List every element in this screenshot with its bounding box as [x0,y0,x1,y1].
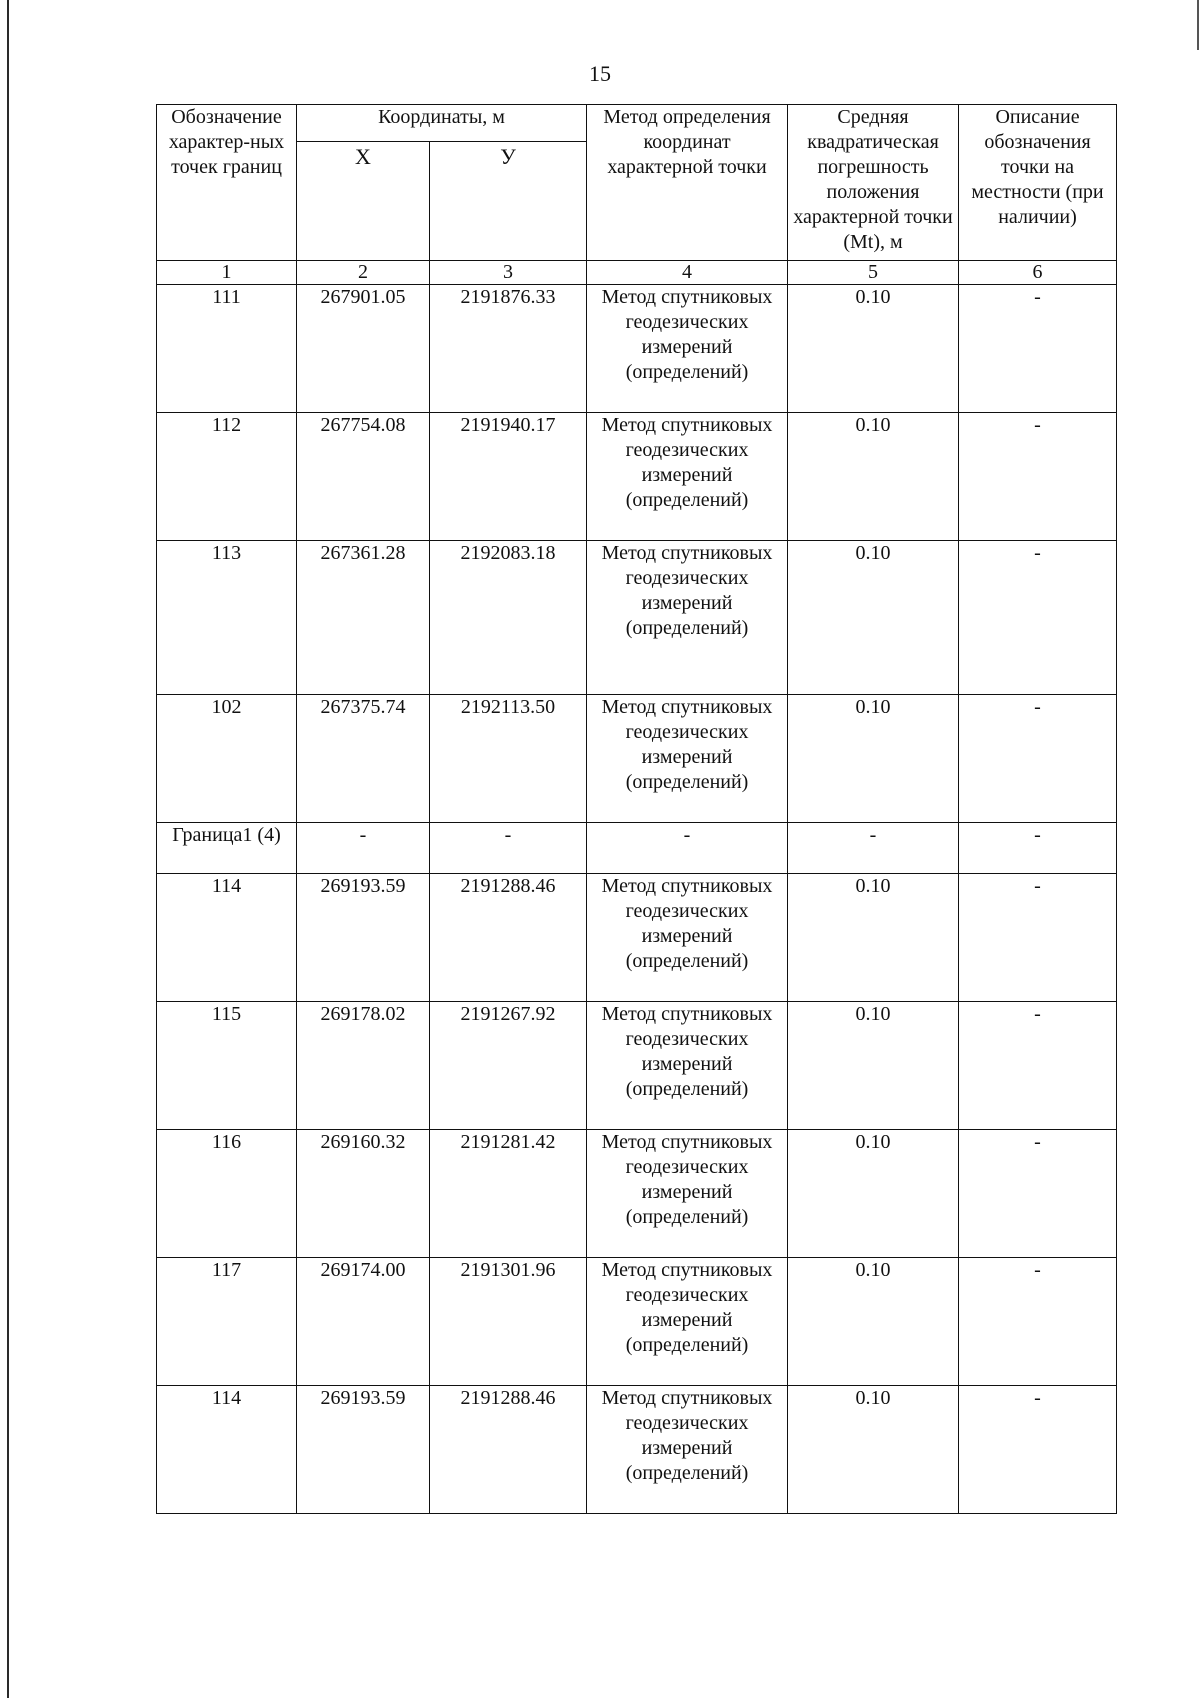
coord-y: 2192113.50 [430,695,587,823]
table-row [157,1002,1117,1130]
description: - [959,413,1117,541]
point-designation: 115 [157,1002,297,1130]
coord-y: 2191301.96 [430,1258,587,1386]
point-designation: 117 [157,1258,297,1386]
header-coordinates: Координаты, м [297,105,587,142]
method: Метод спутниковых геодезических измерений (определений) [587,1130,788,1258]
coord-x: 269193.59 [297,1386,430,1514]
header-designation: Обозначение характер-ных точек границ [157,105,297,261]
description: - [959,1386,1117,1514]
table-row-boundary [157,823,1117,874]
coord-x: 269193.59 [297,874,430,1002]
coord-x: 269174.00 [297,1258,430,1386]
point-designation: 113 [157,541,297,695]
coord-x: 267901.05 [297,285,430,413]
method: Метод спутниковых геодезических измерений (определений) [587,413,788,541]
table-row [157,413,1117,541]
coord-x: 269178.02 [297,1002,430,1130]
mean-error: 0.10 [788,285,959,413]
scan-edge-left [7,0,9,1698]
coord-y: 2191940.17 [430,413,587,541]
coord-y: 2191876.33 [430,285,587,413]
table-row [157,695,1117,823]
coord-x: 267754.08 [297,413,430,541]
mean-error: 0.10 [788,541,959,695]
method: Метод спутниковых геодезических измерений (определений) [587,541,788,695]
mean-error: 0.10 [788,695,959,823]
description: - [959,823,1117,874]
description: - [959,1258,1117,1386]
method: Метод спутниковых геодезических измерений (определений) [587,874,788,1002]
mean-error: 0.10 [788,1386,959,1514]
header-description: Описание обозначения точки на местности (при наличии) [959,105,1117,261]
method: Метод спутниковых геодезических измерений (определений) [587,1258,788,1386]
mean-error: 0.10 [788,1002,959,1130]
table-row [157,285,1117,413]
coord-y: 2191281.42 [430,1130,587,1258]
method: Метод спутниковых геодезических измерений (определений) [587,285,788,413]
column-number: 1 [157,261,297,285]
column-number: 6 [959,261,1117,285]
coord-y: - [430,823,587,874]
point-designation: Граница1 (4) [157,823,297,874]
coord-x: 267375.74 [297,695,430,823]
coord-y: 2192083.18 [430,541,587,695]
description: - [959,1002,1117,1130]
table-row [157,1386,1117,1514]
coord-y: 2191267.92 [430,1002,587,1130]
mean-error: 0.10 [788,413,959,541]
table-row [157,1258,1117,1386]
point-designation: 114 [157,874,297,1002]
scan-edge-right [1197,0,1199,50]
header-error: Средняя квадратическая погрешность положения характерной точки (Mt), м [788,105,959,261]
column-number: 2 [297,261,430,285]
coord-y: 2191288.46 [430,874,587,1002]
description: - [959,695,1117,823]
point-designation: 116 [157,1130,297,1258]
coord-y: 2191288.46 [430,1386,587,1514]
description: - [959,541,1117,695]
method: Метод спутниковых геодезических измерений (определений) [587,1002,788,1130]
table-row [157,1130,1117,1258]
description: - [959,874,1117,1002]
mean-error: 0.10 [788,874,959,1002]
mean-error: 0.10 [788,1130,959,1258]
mean-error: - [788,823,959,874]
header-method: Метод определения координат характерной точки [587,105,788,261]
column-number: 3 [430,261,587,285]
mean-error: 0.10 [788,1258,959,1386]
description: - [959,285,1117,413]
header-x: Х [297,142,430,261]
table-row [157,541,1117,695]
point-designation: 102 [157,695,297,823]
page-number: 15 [589,61,611,86]
column-numbers-row [157,261,1117,285]
header-y: У [430,142,587,261]
method: Метод спутниковых геодезических измерений (определений) [587,1386,788,1514]
coord-x: - [297,823,430,874]
table-body [157,261,1117,1514]
point-designation: 111 [157,285,297,413]
table-row [157,874,1117,1002]
coord-x: 267361.28 [297,541,430,695]
coord-x: 269160.32 [297,1130,430,1258]
method: - [587,823,788,874]
point-designation: 114 [157,1386,297,1514]
point-designation: 112 [157,413,297,541]
column-number: 4 [587,261,788,285]
coordinates-table [156,104,1117,1514]
description: - [959,1130,1117,1258]
method: Метод спутниковых геодезических измерений (определений) [587,695,788,823]
column-number: 5 [788,261,959,285]
